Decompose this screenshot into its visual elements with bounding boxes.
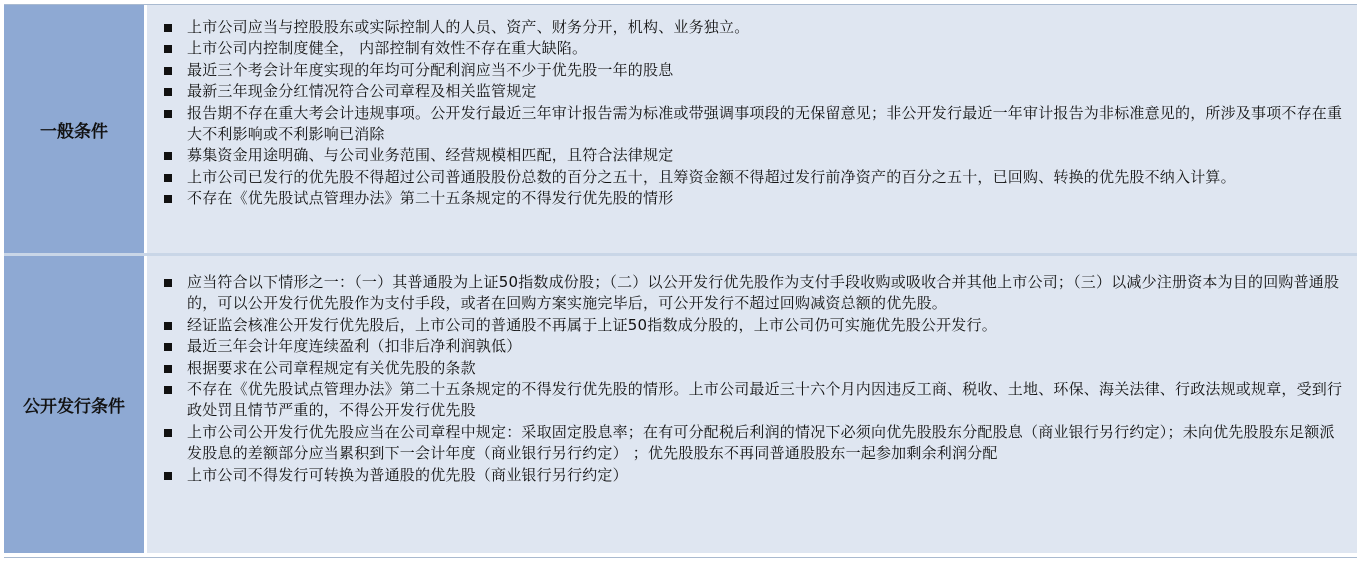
list-item-text: 上市公司已发行的优先股不得超过公司普通股股份总数的百分之五十，且筹资金额不得超过发行前净资产的百分之五十，已回购、转换的优先股不纳入计算。 bbox=[187, 167, 1236, 186]
square-bullet-icon bbox=[164, 152, 172, 160]
square-bullet-icon bbox=[164, 67, 172, 75]
list-item-text: 最新三年现金分红情况符合公司章程及相关监管规定 bbox=[187, 82, 537, 101]
square-bullet-icon bbox=[164, 343, 172, 351]
list-item-text: 上市公司公开发行优先股应当在公司章程中规定：采取固定股息率；在有可分配税后利润的情况下必须向优先股股东分配股息（商业银行另行约定）；未向优先股股东足额派发股息的差额部分应当累积到下一会计年度（商业银行另行约定） ；优先股股东不再同普通股股东一起参加剩余利润分配 bbox=[187, 422, 1335, 463]
square-bullet-icon bbox=[164, 365, 172, 373]
table-row-general bbox=[4, 5, 1357, 256]
list-item-text: 经证监会核准公开发行优先股后，上市公司的普通股不再属于上证50指数成分股的，上市公司仍可实施优先股公开发行。 bbox=[187, 315, 997, 334]
square-bullet-icon bbox=[164, 110, 172, 118]
list-item bbox=[161, 145, 1349, 166]
list-item-text: 最近三年会计年度连续盈利（扣非后净利润孰低） bbox=[187, 337, 522, 356]
list-item-text: 募集资金用途明确、与公司业务范围、经营规模相匹配，且符合法律规定 bbox=[187, 146, 674, 165]
list-item-text: 应当符合以下情形之一：（一）其普通股为上证50指数成份股；（二）以公开发行优先股作为支付手段收购或吸收合并其他上市公司；（三）以减少注册资本为目的回购普通股的，可以公开发行优先股作为支付手段，或者在回购方案实施完毕后，可公开发行不超过回购减资总额的优先股。 bbox=[187, 273, 1340, 313]
list-item bbox=[161, 336, 1349, 357]
list-item bbox=[161, 38, 1349, 59]
square-bullet-icon bbox=[164, 472, 172, 480]
condition-list-public-offering bbox=[161, 272, 1349, 486]
condition-list-general bbox=[161, 17, 1349, 210]
row-label-public-offering: 公开发行条件 bbox=[4, 256, 144, 553]
row-content-general bbox=[147, 5, 1357, 253]
list-item bbox=[161, 358, 1349, 379]
square-bullet-icon bbox=[164, 24, 172, 32]
list-item-text: 上市公司应当与控股股东或实际控制人的人员、资产、财务分开，机构、业务独立。 bbox=[187, 18, 750, 36]
list-item bbox=[161, 422, 1349, 465]
square-bullet-icon bbox=[164, 88, 172, 96]
square-bullet-icon bbox=[164, 279, 172, 287]
list-item bbox=[161, 188, 1349, 209]
list-item bbox=[161, 465, 1349, 486]
square-bullet-icon bbox=[164, 386, 172, 394]
list-item-text: 上市公司不得发行可转换为普通股的优先股（商业银行另行约定） bbox=[187, 465, 628, 484]
row-content-public-offering bbox=[147, 256, 1357, 553]
list-item bbox=[161, 81, 1349, 102]
list-item-text: 不存在《优先股试点管理办法》第二十五条规定的不得发行优先股的情形 bbox=[187, 189, 674, 208]
list-item bbox=[161, 17, 1349, 38]
square-bullet-icon bbox=[164, 322, 172, 330]
list-item-text: 根据要求在公司章程规定有关优先股的条款 bbox=[187, 358, 476, 377]
square-bullet-icon bbox=[164, 195, 172, 203]
square-bullet-icon bbox=[164, 174, 172, 182]
table-row-public-offering bbox=[4, 256, 1357, 553]
row-label-general: 一般条件 bbox=[4, 5, 144, 253]
list-item bbox=[161, 315, 1349, 336]
list-item bbox=[161, 272, 1349, 315]
conditions-table bbox=[4, 4, 1357, 558]
list-item-text: 报告期不存在重大考会计违规事项。公开发行最近三年审计报告需为标准或带强调事项段的无保留意见；非公开发行最近一年审计报告为非标准意见的，所涉及事项不存在重大不利影响或不利影响已消除 bbox=[187, 103, 1343, 144]
list-item-text: 不存在《优先股试点管理办法》第二十五条规定的不得发行优先股的情形。上市公司最近三十六个月内因违反工商、税收、土地、环保、海关法律、行政法规或规章，受到行政处罚且情节严重的，不得公开发行优先股 bbox=[187, 380, 1343, 420]
list-item bbox=[161, 60, 1349, 81]
list-item bbox=[161, 379, 1349, 422]
list-item bbox=[161, 167, 1349, 188]
list-item-text: 最近三个考会计年度实现的年均可分配利润应当不少于优先股一年的股息 bbox=[187, 60, 674, 79]
list-item bbox=[161, 103, 1349, 146]
square-bullet-icon bbox=[164, 429, 172, 437]
list-item-text: 上市公司内控制度健全， 内部控制有效性不存在重大缺陷。 bbox=[187, 39, 588, 58]
square-bullet-icon bbox=[164, 45, 172, 53]
